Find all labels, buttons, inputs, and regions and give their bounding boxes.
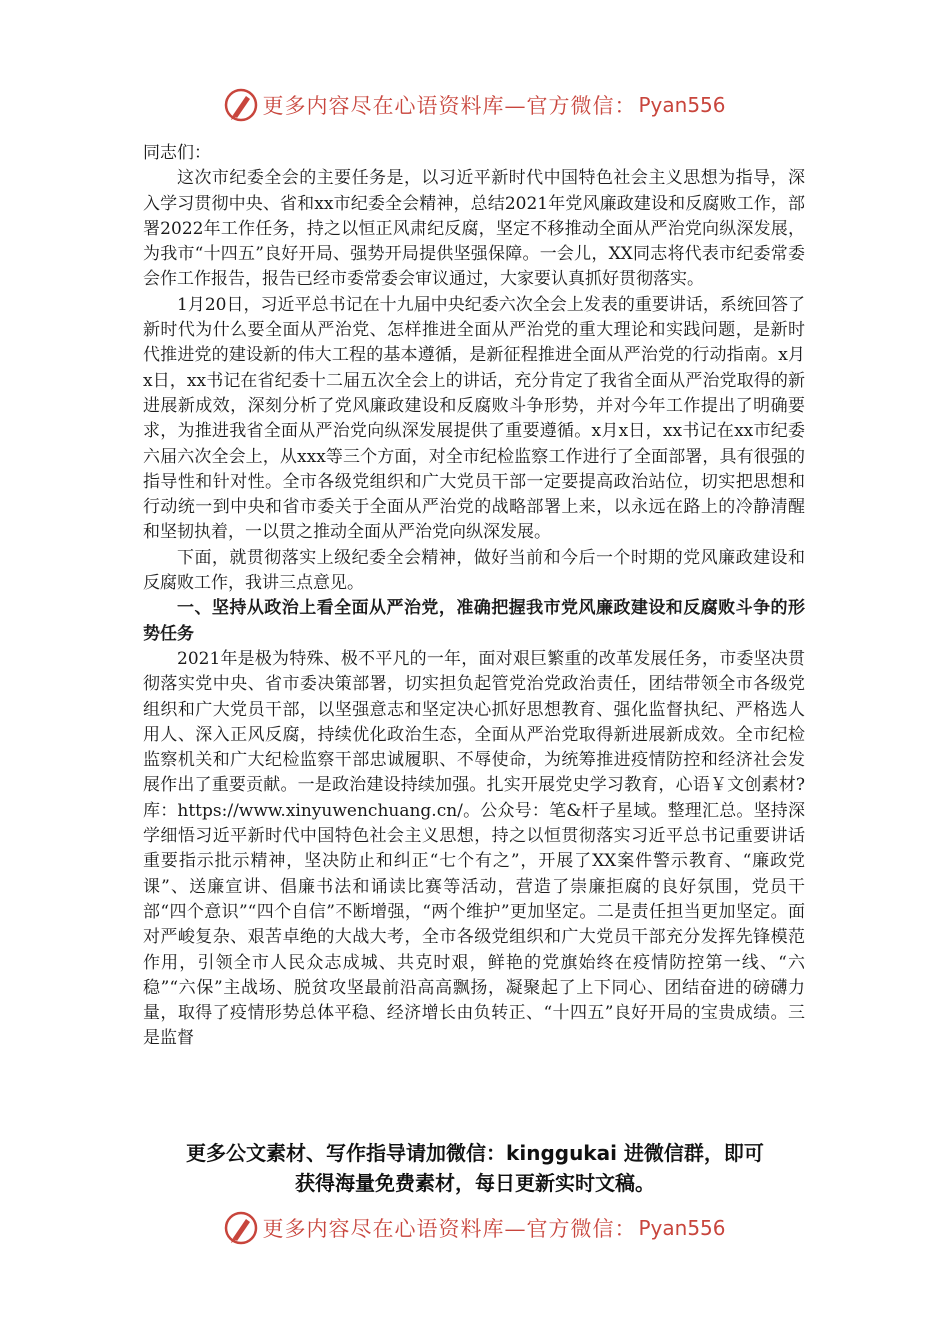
header-banner-text: 更多内容尽在心语资料库—官方微信： <box>262 94 637 118</box>
footer-banner <box>0 1208 950 1248</box>
paragraph-review-2021: 2021年是极为特殊、极不平凡的一年，面对艰巨繁重的改革发展任务，市委坚决贯彻落实党中央、省市委决策部署，切实担负起管党治党政治责任，团结带领全市各级党组织和广大党员干部，以坚强意志和坚定决心抓好思想教育、强化监督执纪、严格选人用人、深入正风反腐，持续优化政治生态，全面从严治党取得新进展新成效。全市纪检监察机关和广大纪检监察干部忠诚履职、不辱使命，为统筹推进疫情防控和经济社会发展作出了重要贡献。一是政治建设持续加强。扎实开展党史学习教育，心语￥文创素材?库：https://www.xinyuwenchuang.cn/。公众号：笔&杆子星域。整理汇总。坚持深学细悟习近平新时代中国特色社会主义思想，持之以恒贯彻落实习近平总书记重要讲话重要指示批示精神，坚决防止和纠正“七个有之”，开展了XX案件警示教育、“廉政党课”、送廉宣讲、倡廉书法和诵读比赛等活动，营造了崇廉拒腐的良好氛围，党员干部“四个意识”“四个自信”不断增强，“两个维护”更加坚定。二是责任担当更加坚定。面对严峻复杂、艰苦卓绝的大战大考，全市各级党组织和广大党员干部充分发挥先锋模范作用，引领全市人民众志成城、共克时艰，鲜艳的党旗始终在疫情防控第一线、“六稳”“六保”主战场、脱贫攻坚最前沿高高飘扬，凝聚起了上下同心、团结奋进的磅礴力量，取得了疫情形势总体平稳、经济增长由负转正、“十四五”良好开局的宝贵成绩。三是监督 <box>143 648 805 1049</box>
document-body <box>143 141 805 1052</box>
footer-banner-text: 更多内容尽在心语资料库—官方微信： <box>262 1217 637 1241</box>
section-heading-1: 一、坚持从政治上看全面从严治党，准确把握我市党风廉政建设和反腐败斗争的形势任务 <box>143 598 805 644</box>
pen-logo-icon <box>224 88 258 122</box>
header-banner <box>0 85 950 125</box>
footer-banner-id: Pyan556 <box>638 1216 726 1240</box>
paragraph-transition: 下面，就贯彻落实上级纪委全会精神，做好当前和今后一个时期的党风廉政建设和反腐败工作，我讲三点意见。 <box>143 547 805 594</box>
ad-line-1: 更多公文素材、写作指导请加微信：kinggukai 进微信群，即可 <box>186 1141 764 1165</box>
header-banner-id: Pyan556 <box>638 93 726 117</box>
ad-line-2: 获得海量免费素材，每日更新实时文稿。 <box>295 1171 655 1195</box>
salutation: 同志们： <box>143 143 211 163</box>
pen-logo-icon <box>224 1211 258 1245</box>
wechat-ad <box>120 1138 830 1198</box>
paragraph-speech-summary: 1月20日，习近平总书记在十九届中央纪委六次全会上发表的重要讲话，系统回答了新时代为什么要全面从严治党、怎样推进全面从严治党的重大理论和实践问题，是新时代推进党的建设新的伟大工程的基本遵循，是新征程推进全面从严治党的行动指南。x月x日，xx书记在省纪委十二届五次全会上的讲话，充分肯定了我省全面从严治党取得的新进展新成效，深刻分析了党风廉政建设和反腐败斗争形势，并对今年工作提出了明确要求，为推进我省全面从严治党向纵深发展提供了重要遵循。x月x日，xx书记在xx市纪委六届六次全会上，从xxx等三个方面，对全市纪检监察工作进行了全面部署，具有很强的指导性和针对性。全市各级党组织和广大党员干部一定要提高政治站位，切实把思想和行动统一到中央和省市委关于全面从严治党的战略部署上来，以永远在路上的冷静清醒和坚韧执着，一以贯之推动全面从严治党向纵深发展。 <box>143 294 805 543</box>
paragraph-intro: 这次市纪委全会的主要任务是，以习近平新时代中国特色社会主义思想为指导，深入学习贯彻中央、省和xx市纪委全会精神，总结2021年党风廉政建设和反腐败工作，部署2022年工作任务，持之以恒正风肃纪反腐，坚定不移推动全面从严治党向纵深发展，为我市“十四五”良好开局、强势开局提供坚强保障。一会儿，XX同志将代表市纪委常委会作工作报告，报告已经市委常委会审议通过，大家要认真抓好贯彻落实。 <box>143 168 805 290</box>
